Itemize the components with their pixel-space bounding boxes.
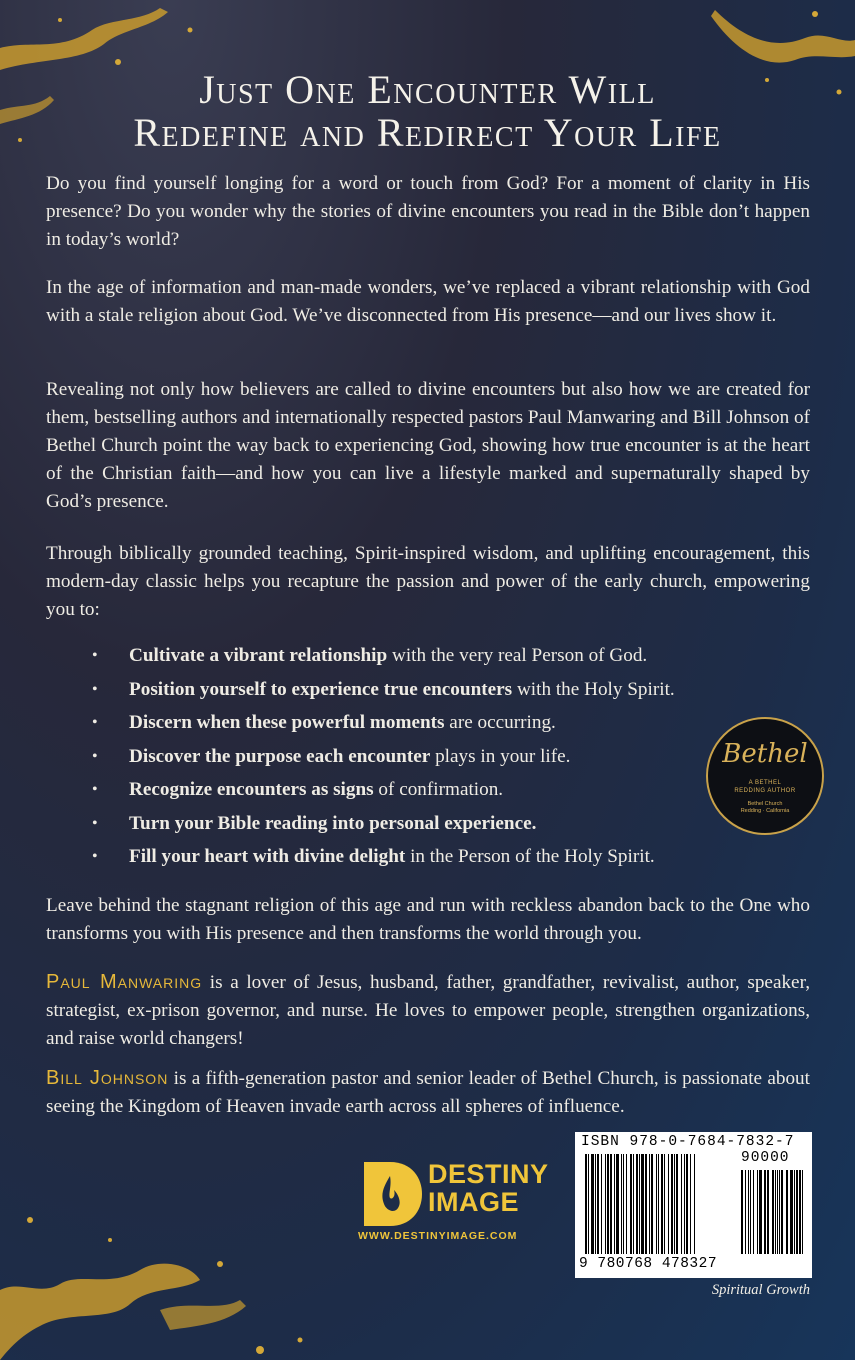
barcode-bar [651,1154,653,1254]
bullet-rest: with the Holy Spirit. [512,678,675,700]
list-item [92,743,812,777]
author-bio-text: is a lover of Jesus, husband, father, grandfather, revivalist, author, speaker, strategist, ex-prison governor, and nurse. He loves to empower people, strengthen organizations, and raise world changers! [46,972,810,1049]
publisher-name [428,1160,549,1216]
barcode-bar [630,1154,632,1254]
barcode-addon-bar [748,1170,749,1254]
seal-location-line-1: Bethel Church [747,801,783,807]
isbn-barcode [575,1132,812,1278]
barcode-bar [674,1154,675,1254]
seal-location-line-2: Redding · California [740,808,790,814]
publisher-url: WWW.DESTINYIMAGE.COM [358,1230,518,1242]
list-item [92,642,812,676]
author-bio-2 [46,1064,810,1121]
barcode-bar [595,1154,596,1254]
flame-d-icon [360,1158,424,1230]
barcode-addon-bar [777,1170,778,1254]
list-item [92,709,812,743]
bullet-bold: Discern when these powerful moments [129,712,445,733]
barcode-addon-bar [759,1170,762,1254]
seal-tag-line-1: A BETHEL [748,780,782,786]
intro-paragraph: Do you find yourself longing for a word or touch from God? For a moment of clarity in His presence? Do you wonder why the stories of divine encounters you read in the Bible don’t happen in today’s world? [46,173,810,250]
bullet-bold: Turn your Bible reading into personal experience. [129,812,537,834]
barcode-bar [641,1154,644,1254]
publisher-logo [356,1154,566,1244]
seal-location [708,801,822,815]
barcode-bar [614,1154,615,1254]
bullet-bold: Fill your heart with divine delight [129,846,406,867]
list-item [92,676,812,710]
barcode-bar [610,1154,612,1254]
barcode-addon-bar [767,1170,769,1254]
barcode-addon-bar [764,1170,766,1254]
barcode-bar [616,1154,619,1254]
bullet-bold: Discover the purpose each encounter [129,745,431,767]
bullet-rest: plays in your life. [430,745,571,767]
publisher-name-line-1: DESTINY [428,1159,549,1189]
bullet-bold: Position yourself to experience true encounters [129,678,513,700]
barcode-bar [621,1154,622,1254]
barcode-bar [636,1154,638,1254]
barcode-bar [658,1154,659,1254]
barcode-addon-bar [794,1170,795,1254]
barcode-addon-bar [741,1170,743,1254]
context-paragraph: In the age of information and man-made wonders, we’ve replaced a vibrant relationship with God with a stale religion about God. We’ve disconnected from His presence—and our lives show it. [46,277,810,326]
barcode-bar [684,1154,685,1254]
barcode-bar [690,1154,691,1254]
barcode-bar [585,1154,587,1254]
barcode-addon-bar [802,1170,803,1254]
barcode-bar [597,1154,599,1254]
barcode-bar [671,1154,673,1254]
publisher-name-line-2: IMAGE [428,1187,520,1217]
category-label: Spiritual Growth [711,1282,810,1298]
seal-tag-line-2: REDDING AUTHOR [734,788,796,794]
price-addon-code: 90000 [741,1150,790,1166]
gold-splash-bottom-left [0,1200,360,1360]
barcode-bar [645,1154,647,1254]
benefits-list [92,642,812,877]
barcode-bar [591,1154,594,1254]
bullet-rest: are occurring. [444,712,556,733]
barcode-addon-bar [799,1170,801,1254]
barcode-addon-bar [745,1170,746,1254]
barcode-bar [676,1154,678,1254]
barcode-bar [639,1154,640,1254]
author-name: Bill Johnson [46,1067,169,1089]
barcode-bar [607,1154,609,1254]
barcode-addon-bar [750,1170,751,1254]
barcode-addon-bar [779,1170,780,1254]
bullet-rest: of confirmation. [373,779,504,800]
barcode-bar [633,1154,634,1254]
barcode-addon-bar [790,1170,793,1254]
author-name: Paul Manwaring [46,971,203,993]
barcode-bar [664,1154,665,1254]
seal-script: Bethel [722,739,808,769]
author-bio-1 [46,968,810,1053]
barcode-bar [668,1154,669,1254]
barcode-bar [649,1154,650,1254]
barcode-addon-bar [772,1170,774,1254]
author-bio-text: is a fifth-generation pastor and senior leader of Bethel Church, is passionate about seeing the Kingdom of Heaven invade earth across all spheres of influence. [46,1068,810,1117]
barcode-bar [661,1154,663,1254]
bullet-bold: Cultivate a vibrant relationship [129,645,388,666]
description-paragraph: Revealing not only how believers are called to divine encounters but also how we are created for them, bestselling authors and internationally respected pastors Paul Manwaring and Bill Johnson of Bethel Church point the way back to experiencing God, showing how true encounter is at the heart of the Christian faith—and how you can live a lifestyle marked and supernaturally shaped by God’s presence. [46,379,810,512]
list-item [92,843,812,877]
closing-paragraph: Leave behind the stagnant religion of this age and run with reckless abandon back to the One who transforms you with His presence and then transforms the world through you. [46,895,810,944]
isbn-number: ISBN 978-0-7684-7832-7 [581,1134,795,1150]
list-item [92,810,812,844]
barcode-bar [656,1154,657,1254]
barcode-bar [605,1154,606,1254]
barcode-addon-bar [775,1170,776,1254]
bullet-rest: with the very real Person of God. [387,645,648,666]
barcode-addon-bar [786,1170,788,1254]
barcode-digits: 9 780768 478327 [579,1256,718,1272]
bethel-author-seal [706,717,824,835]
seal-tag [708,779,822,795]
barcode-bar [588,1154,589,1254]
benefits-intro-paragraph: Through biblically grounded teaching, Spirit-inspired wisdom, and uplifting encouragement, this modern-day classic helps you recapture the passion and power of the early church, empowering you to: [46,543,810,620]
barcode-bar [686,1154,688,1254]
barcode-addon-bar [796,1170,798,1254]
bullet-bold: Recognize encounters as signs [129,779,374,800]
headline-line-1: Just One Encounter Will [199,67,656,112]
barcode-bar [623,1154,624,1254]
list-item [92,776,812,810]
barcode-bar [681,1154,682,1254]
barcode-addon-bar [753,1170,754,1254]
barcode-bar [626,1154,627,1254]
headline-line-2: Redefine and Redirect Your Life [133,110,722,155]
barcode-addon-bar [757,1170,758,1254]
headline [0,68,855,154]
barcode-addon-bar [781,1170,783,1254]
barcode-bar [694,1154,695,1254]
bullet-rest: in the Person of the Holy Spirit. [405,846,655,867]
barcode-bar [601,1154,602,1254]
